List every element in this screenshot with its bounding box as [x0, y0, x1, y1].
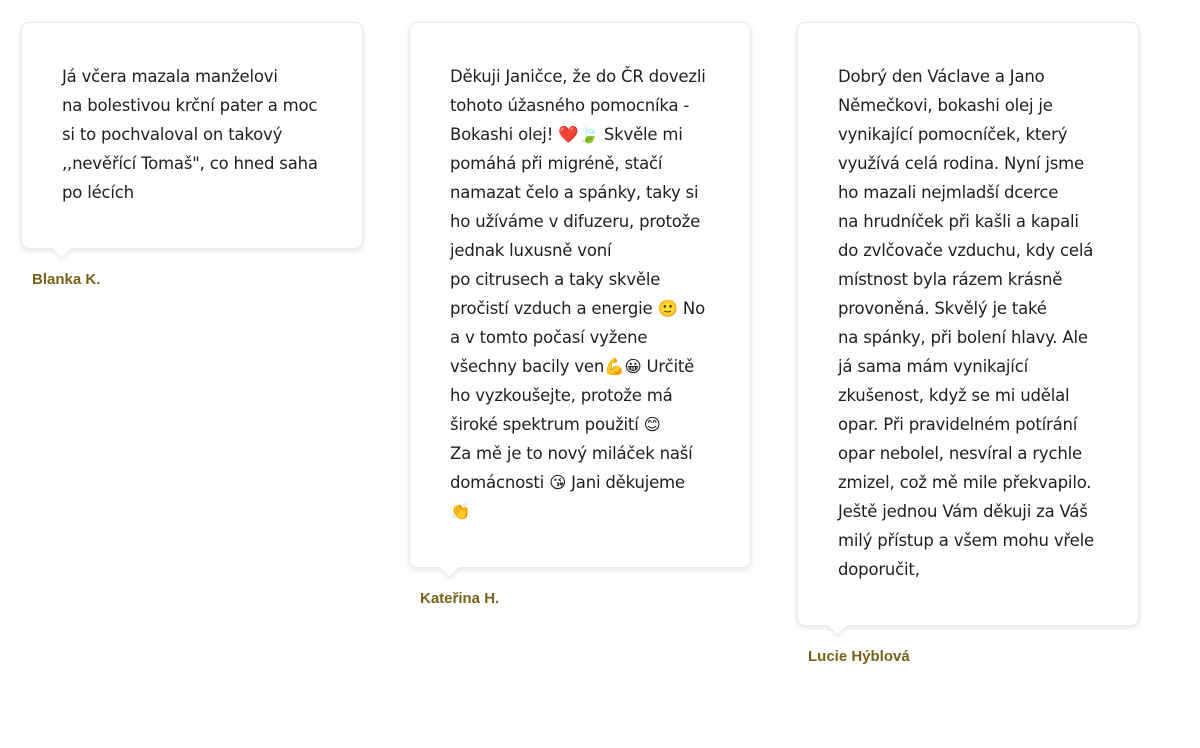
testimonial-bubble — [409, 22, 751, 568]
testimonial-author: Blanka K. — [32, 271, 101, 288]
testimonial-text: Děkuji Janičce, že do ČR dovezli tohoto úžasného pomocníka - Bokashi olej! ❤️🍃 Skvěle mi pomáhá při migréně, stačí namazat čelo a spánky, taky si ho užíváme v difuzeru, protože jednak luxusně voní po citrusech a taky skvěle pročistí vzduch a energie 🙂 No a v tomto počasí vyžene všechny bacily ven💪😀 Určitě ho vyzkoušejte, protože má široké spektrum použití 😊 Za mě je to nový miláček naší domácnosti 😘 Jani děkujeme 👏 — [450, 67, 706, 521]
testimonial-author: Kateřina H. — [420, 590, 500, 607]
testimonial-quote — [62, 62, 340, 207]
testimonial-card — [409, 22, 751, 607]
testimonial-card — [21, 22, 363, 288]
testimonial-card — [797, 22, 1139, 665]
testimonial-author: Lucie Hýblová — [808, 648, 910, 665]
testimonial-quote — [838, 62, 1116, 584]
testimonial-text: Já včera mazala manželovi na bolestivou krční pater a moc si to pochvaloval on takový ,,nevěřící Tomaš", co hned saha po lécích — [62, 67, 318, 202]
testimonial-text: Dobrý den Václave a Jano Němečkovi, bokashi olej je vynikající pomocníček, který využívá celá rodina. Nyní jsme ho mazali nejmladší dcerce na hrudníček při kašli a kapali do zvlčovače vzduchu, kdy celá místnost byla rázem krásně provoněná. Skvělý je také na spánky, při bolení hlavy. Ale já sama mám vynikající zkušenost, když se mi udělal opar. Při pravidelném potírání opar nebolel, nesvíral a rychle zmizel, což mě mile překvapilo. Ještě jednou Vám děkuji za Váš milý přístup a všem mohu vřele doporučit, — [838, 67, 1094, 579]
testimonial-quote — [450, 62, 728, 526]
testimonial-bubble — [21, 22, 363, 249]
testimonial-bubble — [797, 22, 1139, 626]
